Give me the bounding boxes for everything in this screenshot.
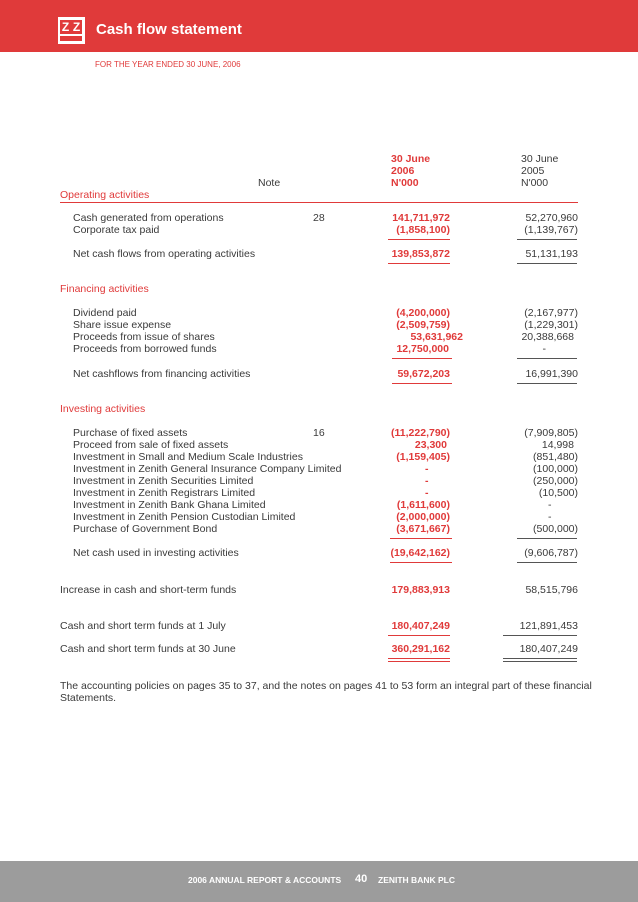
footnote: The accounting policies on pages 35 to 37, and the notes on pages 41 to 53 form an integral part of these financial Statements. bbox=[60, 680, 592, 704]
footer-company: ZENITH BANK PLC bbox=[378, 875, 455, 885]
investing-heading: Investing activities bbox=[60, 403, 146, 415]
operating-heading: Operating activities bbox=[60, 189, 150, 201]
row-label: Purchase of fixed assets bbox=[73, 427, 188, 439]
row-label: Proceeds from issue of shares bbox=[73, 331, 215, 343]
row-label: Investment in Zenith Bank Ghana Limited bbox=[73, 499, 266, 511]
footer-bar bbox=[0, 861, 638, 902]
col-2005-header-line1: 30 June bbox=[521, 153, 559, 165]
row-label: Cash and short term funds at 1 July bbox=[60, 620, 226, 632]
row-note: 28 bbox=[313, 212, 325, 224]
row-value-2006: - bbox=[425, 487, 429, 499]
note-column-header: Note bbox=[258, 177, 281, 189]
row-value-2005: - bbox=[548, 499, 552, 511]
row-label: Dividend paid bbox=[73, 307, 137, 319]
total-rule bbox=[503, 661, 577, 662]
subtotal-rule bbox=[388, 635, 450, 636]
row-value-2006: 23,300 bbox=[414, 439, 447, 451]
row-value-2006: (3,671,667) bbox=[396, 523, 450, 535]
row-label: Net cashflows from financing activities bbox=[73, 368, 251, 380]
total-rule bbox=[388, 661, 450, 662]
row-label: Investment in Small and Medium Scale Industries bbox=[73, 451, 303, 463]
row-label: Share issue expense bbox=[73, 319, 172, 331]
row-label: Cash and short term funds at 30 June bbox=[60, 643, 236, 655]
operating-heading-rule bbox=[60, 202, 578, 203]
total-rule bbox=[517, 263, 577, 264]
row-label: Cash generated from operations bbox=[73, 212, 224, 224]
row-label: Proceeds from borrowed funds bbox=[73, 343, 217, 355]
row-label: Investment in Zenith Registrars Limited bbox=[73, 487, 256, 499]
subtotal-rule bbox=[503, 635, 577, 636]
row-value-2006: (11,222,790) bbox=[391, 427, 450, 439]
row-value-2006: 180,407,249 bbox=[391, 620, 450, 632]
row-label: Investment in Zenith Securities Limited bbox=[73, 475, 254, 487]
row-value-2005: 52,270,960 bbox=[525, 212, 578, 224]
row-value-2006: (1,159,405) bbox=[396, 451, 450, 463]
subtotal-rule bbox=[517, 239, 577, 240]
row-value-2006: 360,291,162 bbox=[391, 643, 450, 655]
footer-report-title: 2006 ANNUAL REPORT & ACCOUNTS bbox=[188, 875, 342, 885]
row-value-2005: (100,000) bbox=[533, 463, 578, 475]
row-value-2006: 139,853,872 bbox=[391, 248, 450, 260]
row-value-2005: 51,131,193 bbox=[525, 248, 578, 260]
row-value-2005: (7,909,805) bbox=[524, 427, 578, 439]
row-value-2005: (2,167,977) bbox=[524, 307, 578, 319]
row-label: Corporate tax paid bbox=[73, 224, 160, 236]
row-value-2005: (9,606,787) bbox=[524, 547, 578, 559]
row-label: Purchase of Government Bond bbox=[73, 523, 218, 535]
page-subtitle: FOR THE YEAR ENDED 30 JUNE, 2006 bbox=[95, 60, 241, 69]
col-2006-header-line2: 2006 bbox=[391, 165, 415, 177]
row-value-2005: 58,515,796 bbox=[525, 584, 578, 596]
row-value-2006: (2,509,759) bbox=[396, 319, 450, 331]
financing-heading: Financing activities bbox=[60, 283, 149, 295]
row-value-2006: 141,711,972 bbox=[392, 212, 450, 224]
row-value-2005: - bbox=[548, 511, 552, 523]
subtotal-rule bbox=[517, 358, 577, 359]
row-value-2006: (19,642,162) bbox=[390, 547, 450, 559]
subtotal-rule bbox=[388, 239, 450, 240]
col-2005-header-line3: N'000 bbox=[521, 177, 549, 189]
row-value-2006: - bbox=[425, 475, 429, 487]
zenith-logo bbox=[58, 17, 85, 44]
row-label: Net cash flows from operating activities bbox=[73, 248, 256, 260]
row-label: Net cash used in investing activities bbox=[73, 547, 239, 559]
row-value-2005: (500,000) bbox=[533, 523, 578, 535]
row-note: 16 bbox=[313, 427, 325, 439]
row-value-2005: (250,000) bbox=[533, 475, 578, 487]
logo-letter: Z bbox=[72, 20, 81, 34]
subtotal-rule bbox=[392, 358, 452, 359]
row-value-2005: 180,407,249 bbox=[519, 643, 578, 655]
row-value-2005: 121,891,453 bbox=[519, 620, 578, 632]
total-rule bbox=[388, 658, 450, 659]
row-value-2006: (1,611,600) bbox=[396, 499, 450, 511]
total-rule bbox=[517, 562, 577, 563]
header-bar bbox=[0, 0, 638, 52]
row-value-2006: (2,000,000) bbox=[396, 511, 450, 523]
logo-bar bbox=[60, 36, 82, 41]
total-rule bbox=[392, 383, 452, 384]
subtotal-rule bbox=[517, 538, 577, 539]
col-2006-header-line3: N'000 bbox=[391, 177, 419, 189]
row-value-2006: (4,200,000) bbox=[396, 307, 450, 319]
row-value-2005: 14,998 bbox=[541, 439, 574, 451]
row-value-2006: 12,750,000 bbox=[396, 343, 449, 355]
row-value-2005: (851,480) bbox=[533, 451, 578, 463]
page-number: 40 bbox=[355, 873, 368, 885]
total-rule bbox=[390, 562, 452, 563]
page-title: Cash flow statement bbox=[96, 21, 242, 38]
row-value-2006: - bbox=[425, 463, 429, 475]
total-rule bbox=[388, 263, 450, 264]
row-value-2006: 53,631,962 bbox=[410, 331, 463, 343]
row-label: Investment in Zenith Pension Custodian Limited bbox=[73, 511, 296, 523]
subtotal-rule bbox=[390, 538, 452, 539]
total-rule bbox=[503, 658, 577, 659]
row-label: Investment in Zenith General Insurance Company Limited bbox=[73, 463, 342, 475]
row-label: Increase in cash and short-term funds bbox=[60, 584, 237, 596]
row-value-2005: 20,388,668 bbox=[521, 331, 574, 343]
row-value-2005: (1,229,301) bbox=[524, 319, 578, 331]
row-value-2006: (1,858,100) bbox=[396, 224, 450, 236]
total-rule bbox=[517, 383, 577, 384]
row-label: Proceed from sale of fixed assets bbox=[73, 439, 229, 451]
col-2005-header-line2: 2005 bbox=[521, 165, 545, 177]
row-value-2005: (1,139,767) bbox=[524, 224, 578, 236]
row-value-2005: (10,500) bbox=[538, 487, 578, 499]
row-value-2005: 16,991,390 bbox=[525, 368, 578, 380]
row-value-2006: 179,883,913 bbox=[391, 584, 450, 596]
row-value-2006: 59,672,203 bbox=[397, 368, 450, 380]
col-2006-header-line1: 30 June bbox=[391, 153, 431, 165]
row-value-2005: - bbox=[542, 343, 546, 355]
logo-letter: Z bbox=[61, 20, 70, 34]
